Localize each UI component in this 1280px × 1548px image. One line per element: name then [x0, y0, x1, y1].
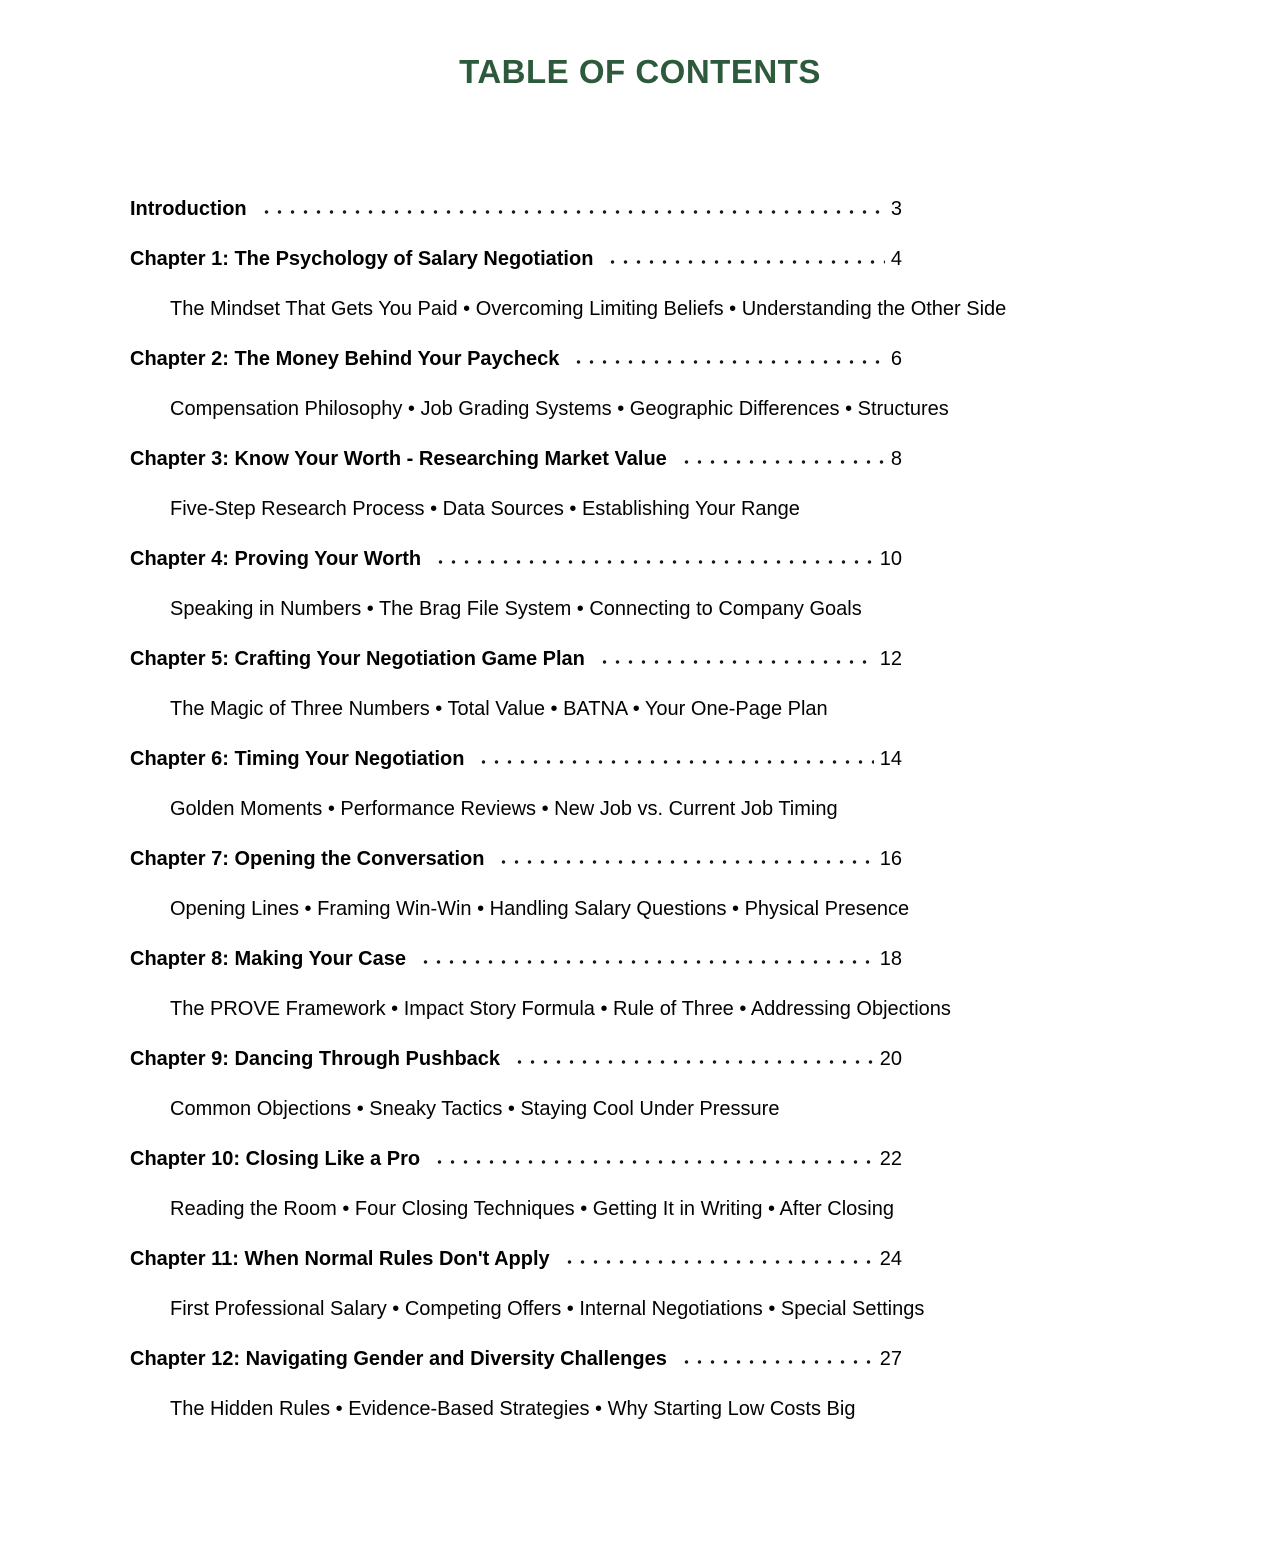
toc-entry-row — [130, 1246, 902, 1273]
dot-leader — [510, 1047, 874, 1065]
page-number: 24 — [879, 1248, 902, 1270]
toc-entry-row — [130, 846, 902, 873]
toc-entry-row — [130, 1346, 902, 1373]
entry-title: Chapter 11: When Normal Rules Don't Apply — [130, 1248, 550, 1270]
toc-entry — [130, 646, 1150, 723]
toc-entry — [130, 846, 1150, 923]
toc-entry — [130, 1146, 1150, 1223]
entry-topics: Five-Step Research Process • Data Sources • Establishing Your Range — [170, 498, 800, 520]
dot-leader — [560, 1247, 874, 1265]
toc-entry-row — [130, 1046, 902, 1073]
entry-title: Chapter 6: Timing Your Negotiation — [130, 748, 465, 770]
toc-entry-row — [130, 946, 902, 973]
toc-entry-row — [130, 196, 902, 223]
toc-entry — [130, 1246, 1150, 1323]
page-number: 3 — [890, 198, 902, 220]
toc-entry — [130, 546, 1150, 623]
page-number: 4 — [890, 248, 902, 270]
entry-topics: Reading the Room • Four Closing Techniques • Getting It in Writing • After Closing — [170, 1198, 894, 1220]
toc-entry-row — [130, 346, 902, 373]
toc-entry-row — [130, 746, 902, 773]
dot-leader — [416, 947, 874, 965]
entry-topics: The Hidden Rules • Evidence-Based Strategies • Why Starting Low Costs Big — [170, 1398, 856, 1420]
page-number: 6 — [890, 348, 902, 370]
entry-topics: The Mindset That Gets You Paid • Overcoming Limiting Beliefs • Understanding the Other Side — [170, 298, 1007, 320]
page-number: 20 — [879, 1048, 902, 1070]
toc-entry — [130, 246, 1150, 323]
dot-leader — [569, 347, 885, 365]
entry-title: Chapter 4: Proving Your Worth — [130, 548, 422, 570]
toc-entry-row — [130, 246, 902, 273]
toc-entry-row — [130, 546, 902, 573]
page-number: 18 — [879, 948, 902, 970]
entry-topics: Speaking in Numbers • The Brag File System • Connecting to Company Goals — [170, 598, 862, 620]
page-number: 14 — [879, 748, 902, 770]
toc-list — [130, 196, 1150, 1423]
entry-title: Chapter 7: Opening the Conversation — [130, 848, 485, 870]
toc-entry — [130, 746, 1150, 823]
toc-entry — [130, 196, 1150, 223]
dot-leader — [603, 247, 884, 265]
toc-entry — [130, 346, 1150, 423]
page-number: 22 — [879, 1148, 902, 1170]
dot-leader — [257, 197, 885, 215]
dot-leader — [677, 447, 885, 465]
dot-leader — [595, 647, 874, 665]
toc-entry — [130, 946, 1150, 1023]
dot-leader — [474, 747, 873, 765]
toc-entry — [130, 1346, 1150, 1423]
dot-leader — [677, 1347, 874, 1365]
toc-entry-row — [130, 446, 902, 473]
entry-topics: Compensation Philosophy • Job Grading Systems • Geographic Differences • Structures — [170, 398, 949, 420]
entry-topics: The PROVE Framework • Impact Story Formula • Rule of Three • Addressing Objections — [170, 998, 951, 1020]
entry-title: Chapter 8: Making Your Case — [130, 948, 406, 970]
entry-topics: First Professional Salary • Competing Offers • Internal Negotiations • Special Settings — [170, 1298, 925, 1320]
entry-title: Chapter 2: The Money Behind Your Paycheck — [130, 348, 560, 370]
entry-topics: The Magic of Three Numbers • Total Value • BATNA • Your One-Page Plan — [170, 698, 828, 720]
entry-topics: Golden Moments • Performance Reviews • New Job vs. Current Job Timing — [170, 798, 838, 820]
entry-title: Chapter 12: Navigating Gender and Diversity Challenges — [130, 1348, 667, 1370]
page-number: 16 — [879, 848, 902, 870]
page-title: TABLE OF CONTENTS — [459, 53, 821, 90]
entry-title: Chapter 1: The Psychology of Salary Negotiation — [130, 248, 594, 270]
entry-title: Introduction — [130, 198, 247, 220]
dot-leader — [431, 547, 874, 565]
dot-leader — [494, 847, 873, 865]
entry-topics: Opening Lines • Framing Win-Win • Handling Salary Questions • Physical Presence — [170, 898, 910, 920]
entry-title: Chapter 5: Crafting Your Negotiation Game Plan — [130, 648, 585, 670]
page-number: 8 — [890, 448, 902, 470]
page-number: 27 — [879, 1348, 902, 1370]
toc-entry — [130, 446, 1150, 523]
entry-title: Chapter 10: Closing Like a Pro — [130, 1148, 421, 1170]
entry-title: Chapter 9: Dancing Through Pushback — [130, 1048, 501, 1070]
dot-leader — [430, 1147, 874, 1165]
entry-title: Chapter 3: Know Your Worth - Researching Market Value — [130, 448, 667, 470]
page-number: 10 — [879, 548, 902, 570]
toc-entry — [130, 1046, 1150, 1123]
toc-entry-row — [130, 646, 902, 673]
page-number: 12 — [879, 648, 902, 670]
toc-entry-row — [130, 1146, 902, 1173]
entry-topics: Common Objections • Sneaky Tactics • Staying Cool Under Pressure — [170, 1098, 780, 1120]
